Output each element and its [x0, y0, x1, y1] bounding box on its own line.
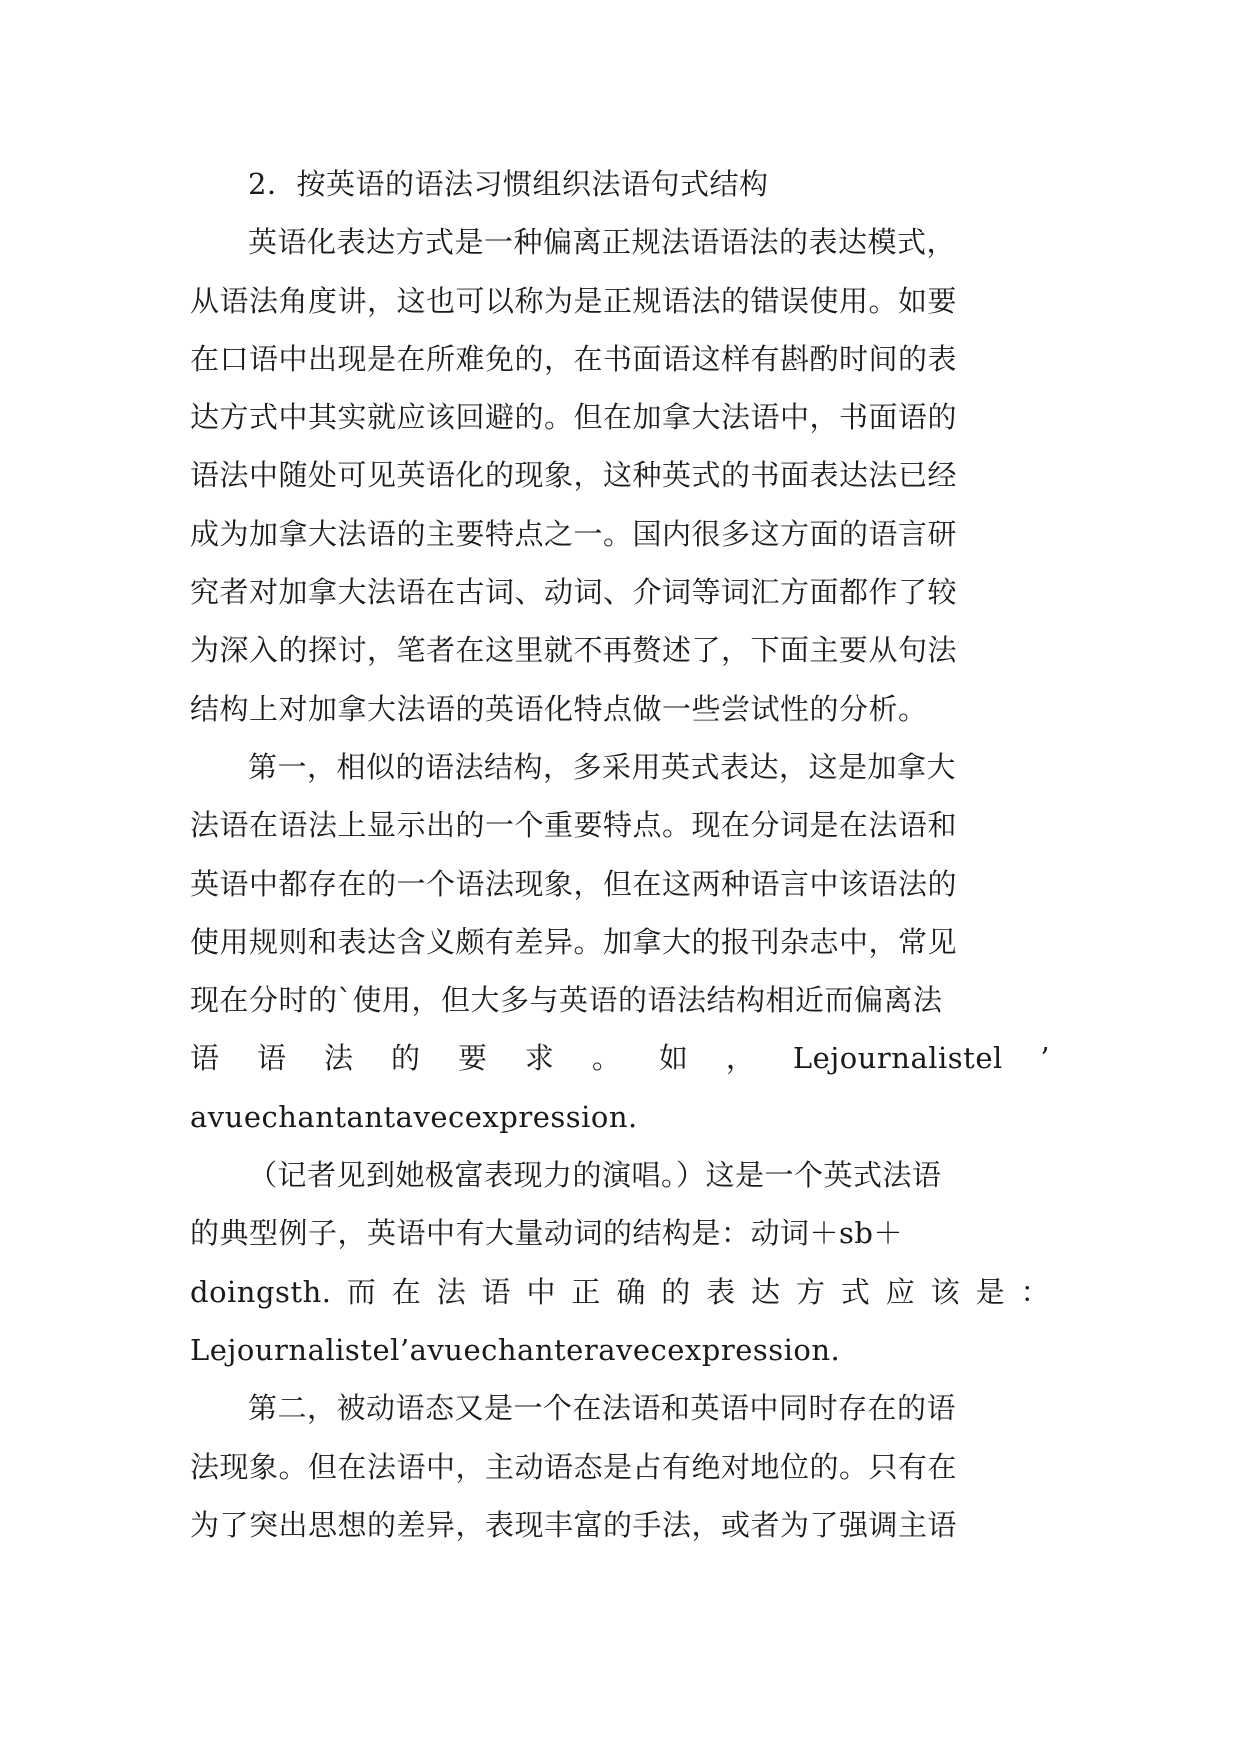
- text-line: 第二，被动语态又是一个在法语和英语中同时存在的语: [248, 1391, 957, 1426]
- spread-token: 表: [706, 1274, 736, 1309]
- text-line: 为了突出思想的差异，表现丰富的手法，或者为了强调主语: [190, 1507, 958, 1542]
- spread-token: doingsth.: [190, 1274, 332, 1309]
- text-line: （记者见到她极富表现力的演唱。）这是一个英式法语: [248, 1158, 942, 1193]
- text-line: 从语法角度讲，这也可以称为是正规语法的错误使用。如要: [190, 283, 958, 318]
- text-line: 语法中随处可见英语化的现象，这种英式的书面表达法已经: [190, 458, 958, 493]
- text-line: avuechantantavecexpression.: [190, 1099, 638, 1134]
- text-line: 达方式中其实就应该回避的。但在加拿大法语中，书面语的: [190, 400, 958, 435]
- text-line: 究者对加拿大法语在古词、动词、介词等词汇方面都作了较: [190, 575, 958, 610]
- spread-token: 方: [795, 1274, 826, 1309]
- spread-token: 法: [323, 1041, 354, 1076]
- text-line: Lejournalistel’avuechanteravecexpression.: [190, 1332, 841, 1367]
- spread-token: 的: [390, 1041, 421, 1076]
- spread-token: 是: [975, 1274, 1006, 1309]
- spread-token: 确: [616, 1274, 646, 1309]
- spread-token: Lejournalistel: [792, 1041, 1003, 1076]
- text-line: 第一，相似的语法结构，多采用英式表达，这是加拿大: [248, 749, 957, 784]
- spread-token: 求: [524, 1041, 555, 1076]
- text-line: 法语在语法上显示出的一个重要特点。现在分词是在法语和: [190, 808, 958, 843]
- spread-token: 如: [658, 1041, 689, 1076]
- spread-token: 而: [346, 1274, 377, 1309]
- text-line: 为深入的探讨，笔者在这里就不再赘述了，下面主要从句法: [190, 633, 958, 668]
- spread-token: 法: [436, 1274, 467, 1309]
- spread-token: 语: [481, 1274, 512, 1309]
- spread-token: 应: [885, 1274, 916, 1309]
- text-line: 法现象。但在法语中，主动语态是占有绝对地位的。只有在: [190, 1449, 958, 1484]
- body-text: [190, 155, 1050, 1554]
- spread-token: ’: [1040, 1041, 1050, 1076]
- text-line: 在口语中出现是在所难免的，在书面语这样有斟酌时间的表: [190, 341, 958, 376]
- spread-token: 语: [256, 1041, 287, 1076]
- spread-text-line: [190, 1263, 1050, 1321]
- text-line: 英语化表达方式是一种偏离正规法语语法的表达模式，: [248, 225, 957, 260]
- spread-token: 正: [571, 1274, 601, 1309]
- text-line: 成为加拿大法语的主要特点之一。国内很多这方面的语言研: [190, 516, 958, 551]
- text-line: 现在分时的`使用，但大多与英语的语法结构相近而偏离法: [190, 983, 943, 1018]
- spread-token: 要: [457, 1041, 488, 1076]
- text-line: 使用规则和表达含义颇有差异。加拿大的报刊杂志中，常见: [190, 924, 958, 959]
- text-line: 结构上对加拿大法语的英语化特点做一些尝试性的分析。: [190, 691, 928, 726]
- spread-token: 的: [661, 1274, 691, 1309]
- spread-token: 该: [930, 1274, 961, 1309]
- spread-token: 中: [526, 1274, 557, 1309]
- text-line: 英语中都存在的一个语法现象，但在这两种语言中该语法的: [190, 866, 958, 901]
- spread-token: 在: [391, 1274, 422, 1309]
- spread-token: 达: [751, 1274, 781, 1309]
- spread-token: 语: [190, 1041, 220, 1076]
- spread-text-line: [190, 1029, 1050, 1087]
- spread-token: 。: [591, 1041, 622, 1076]
- spread-token: ：: [1020, 1274, 1050, 1309]
- spread-token: ，: [725, 1041, 756, 1076]
- spread-token: 式: [840, 1274, 871, 1309]
- section-heading: 2．按英语的语法习惯组织法语句式结构: [248, 167, 769, 201]
- text-line: 的典型例子，英语中有大量动词的结构是：动词＋sb＋: [190, 1216, 903, 1251]
